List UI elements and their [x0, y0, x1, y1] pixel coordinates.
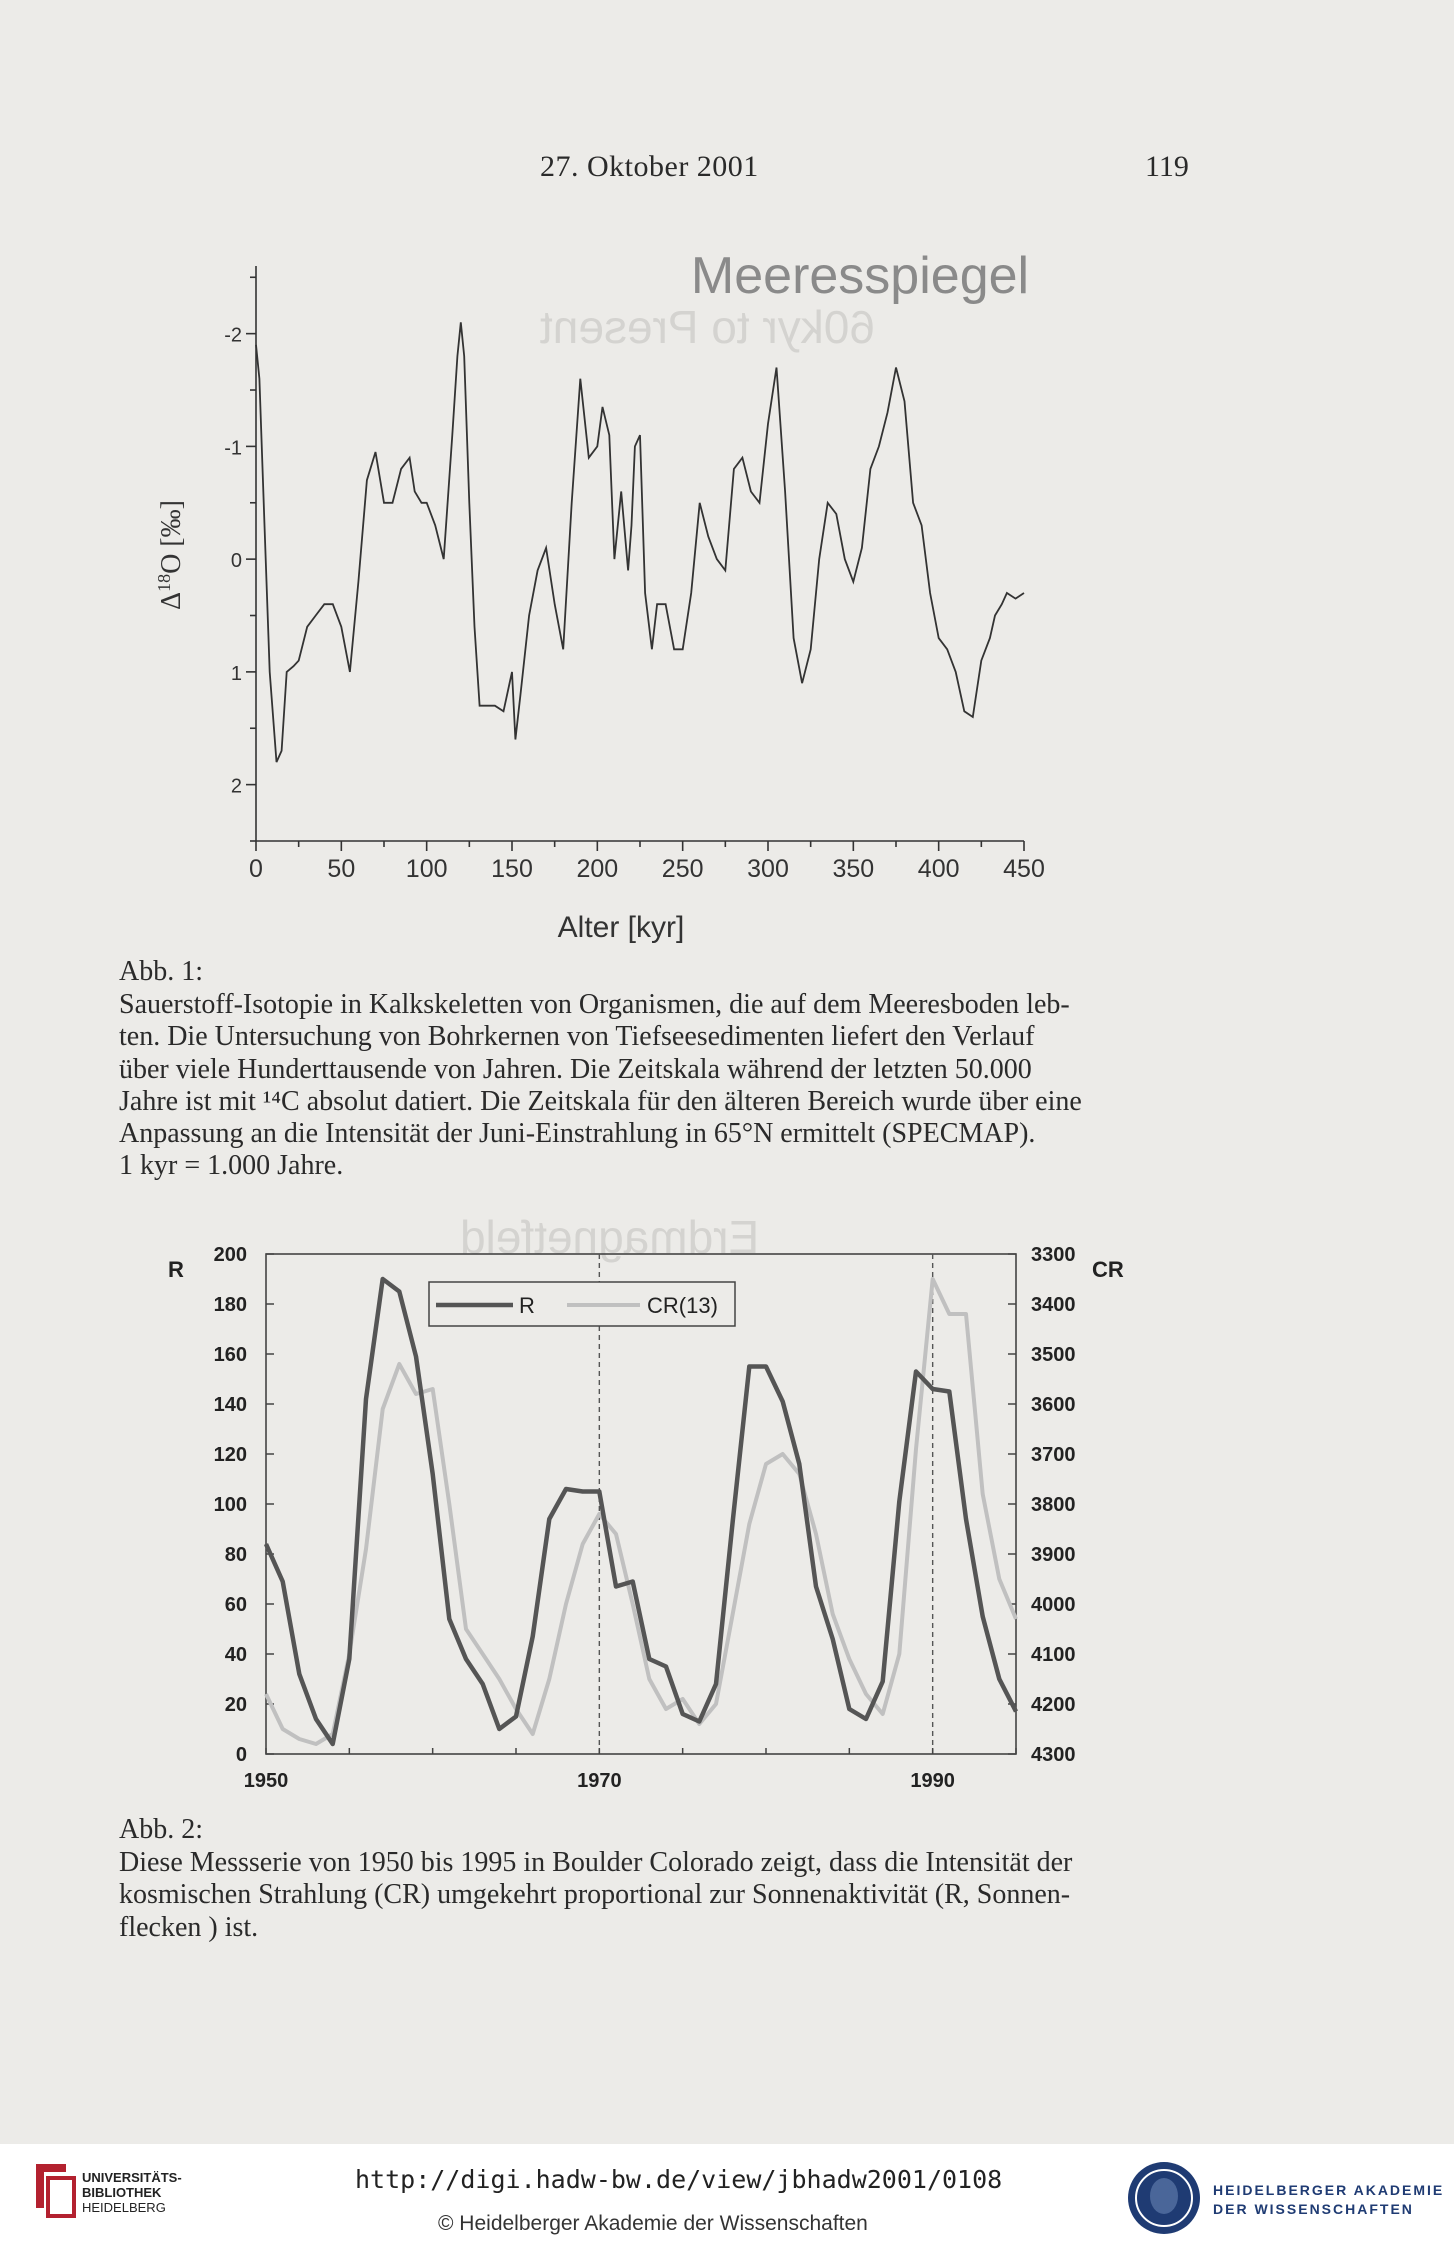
r-series-line: [266, 1279, 1016, 1744]
chart-title: Meeresspiegel: [690, 247, 1030, 305]
right-y-tick-label: 3700: [1031, 1444, 1076, 1466]
right-y-tick-label: 3400: [1031, 1294, 1076, 1316]
x-tick-label: 100: [405, 855, 448, 883]
x-tick-label: 150: [491, 855, 533, 883]
y-tick-label: 0: [230, 550, 242, 573]
figure1-label: Abb. 1:: [119, 956, 203, 987]
left-y-tick-label: 120: [213, 1444, 247, 1466]
right-y-tick-label: 4300: [1031, 1744, 1076, 1766]
x-tick-label: 200: [576, 855, 619, 883]
left-axis-label: R: [168, 1257, 184, 1282]
bleed-through-text: 60kyr to Present: [540, 301, 875, 353]
x-tick-label: 1990: [910, 1770, 955, 1792]
axis-ticks: [266, 1254, 1016, 1754]
caption-line: 1 kyr = 1.000 Jahre.: [119, 1150, 344, 1182]
y-axis-delta: Δ: [156, 591, 187, 610]
left-y-tick-label: 100: [213, 1494, 247, 1516]
legend-cr-label: CR(13): [647, 1293, 718, 1318]
caption-line: kosmischen Strahlung (CR) umgekehrt proportional zur Sonnenaktivität (R, Sonnen-: [119, 1879, 1071, 1911]
caption-line: Diese Messserie von 1950 bis 1995 in Boulder Colorado zeigt, dass die Intensität der: [119, 1847, 1073, 1878]
x-tick-label: 350: [832, 855, 875, 883]
permalink-url[interactable]: http://digi.hadw-bw.de/view/jbhadw2001/0108: [355, 2165, 1003, 2194]
right-y-tick-label: 4000: [1031, 1594, 1076, 1616]
x-tick-label: 50: [327, 855, 356, 883]
y-axis-superscript: 18: [154, 573, 174, 592]
library-line: HEIDELBERG: [82, 2200, 166, 2215]
right-y-tick-label: 3800: [1031, 1494, 1076, 1516]
right-y-tick-label: 3600: [1031, 1394, 1076, 1416]
library-line: UNIVERSITÄTS-: [82, 2170, 182, 2185]
left-y-tick-label: 0: [235, 1744, 247, 1766]
left-y-tick-label: 140: [213, 1394, 247, 1416]
right-y-tick-label: 4200: [1031, 1694, 1076, 1716]
x-tick-label: 400: [917, 855, 960, 883]
right-y-tick-label: 4100: [1031, 1644, 1076, 1666]
copyright-notice: © Heidelberger Akademie der Wissenschaften: [438, 2212, 868, 2235]
x-tick-label: 300: [747, 855, 789, 883]
y-tick-label: -1: [224, 437, 242, 460]
x-axis-label: Alter [kyr]: [557, 911, 685, 944]
x-tick-label: 250: [661, 855, 704, 883]
x-tick-label: 1950: [243, 1770, 289, 1792]
library-name: [82, 2170, 182, 2215]
right-y-tick-label: 3300: [1031, 1244, 1076, 1266]
caption-line: ten. Die Untersuchung von Bohrkernen von Tiefseesedimenten liefert den Verlauf: [119, 1021, 1035, 1053]
caption-line: Sauerstoff-Isotopie in Kalkskeletten von Organismen, die auf dem Meeresboden leb-: [119, 989, 1070, 1020]
left-y-tick-label: 180: [213, 1294, 247, 1316]
right-y-tick-label: 3500: [1031, 1344, 1076, 1366]
academy-seal-icon: [1124, 2158, 1204, 2238]
running-header: 27. Oktober 2001: [540, 150, 759, 183]
x-tick-label: 0: [249, 855, 263, 883]
cr-series-line: [266, 1279, 1016, 1744]
plot-frame: [266, 1254, 1016, 1754]
library-logo-icon: [30, 2158, 78, 2220]
left-y-tick-label: 200: [213, 1244, 247, 1266]
x-tick-label: 1970: [577, 1770, 622, 1792]
caption-line: Jahre ist mit ¹⁴C absolut datiert. Die Zeitskala für den älteren Bereich wurde über eine: [119, 1085, 1082, 1117]
legend: [429, 1282, 735, 1326]
legend-r-label: R: [519, 1293, 535, 1318]
figure2-caption: [119, 1847, 1195, 1944]
left-y-tick-label: 40: [224, 1644, 247, 1666]
library-line: BIBLIOTHEK: [82, 2185, 162, 2200]
right-y-tick-label: 3900: [1031, 1544, 1076, 1566]
left-y-tick-label: 160: [213, 1344, 247, 1366]
y-axis-unit: O [‰]: [156, 500, 187, 574]
right-axis-label: CR: [1092, 1257, 1124, 1282]
caption-line: flecken ) ist.: [119, 1911, 259, 1943]
bleed-through-text: Erdmagnetfeld: [460, 1211, 760, 1263]
figure2-label: Abb. 2:: [119, 1814, 203, 1845]
page-number: 119: [1145, 150, 1189, 183]
y-tick-label: -2: [224, 324, 242, 347]
left-y-tick-label: 20: [224, 1694, 247, 1716]
academy-line: HEIDELBERGER AKADEMIE: [1213, 2182, 1445, 2198]
caption-line: über viele Hunderttausende von Jahren. Die Zeitskala während der letzten 50.000: [119, 1053, 1032, 1085]
y-tick-label: 2: [230, 775, 242, 798]
caption-line: Anpassung an die Intensität der Juni-Einstrahlung in 65°N ermittelt (SPECMAP).: [119, 1118, 1036, 1150]
academy-name: [1213, 2181, 1444, 2219]
y-tick-label: 1: [230, 662, 242, 685]
x-tick-label: 450: [1003, 855, 1045, 883]
academy-line: DER WISSENSCHAFTEN: [1213, 2201, 1414, 2217]
left-y-tick-label: 60: [224, 1594, 247, 1616]
left-y-tick-label: 80: [224, 1544, 247, 1566]
